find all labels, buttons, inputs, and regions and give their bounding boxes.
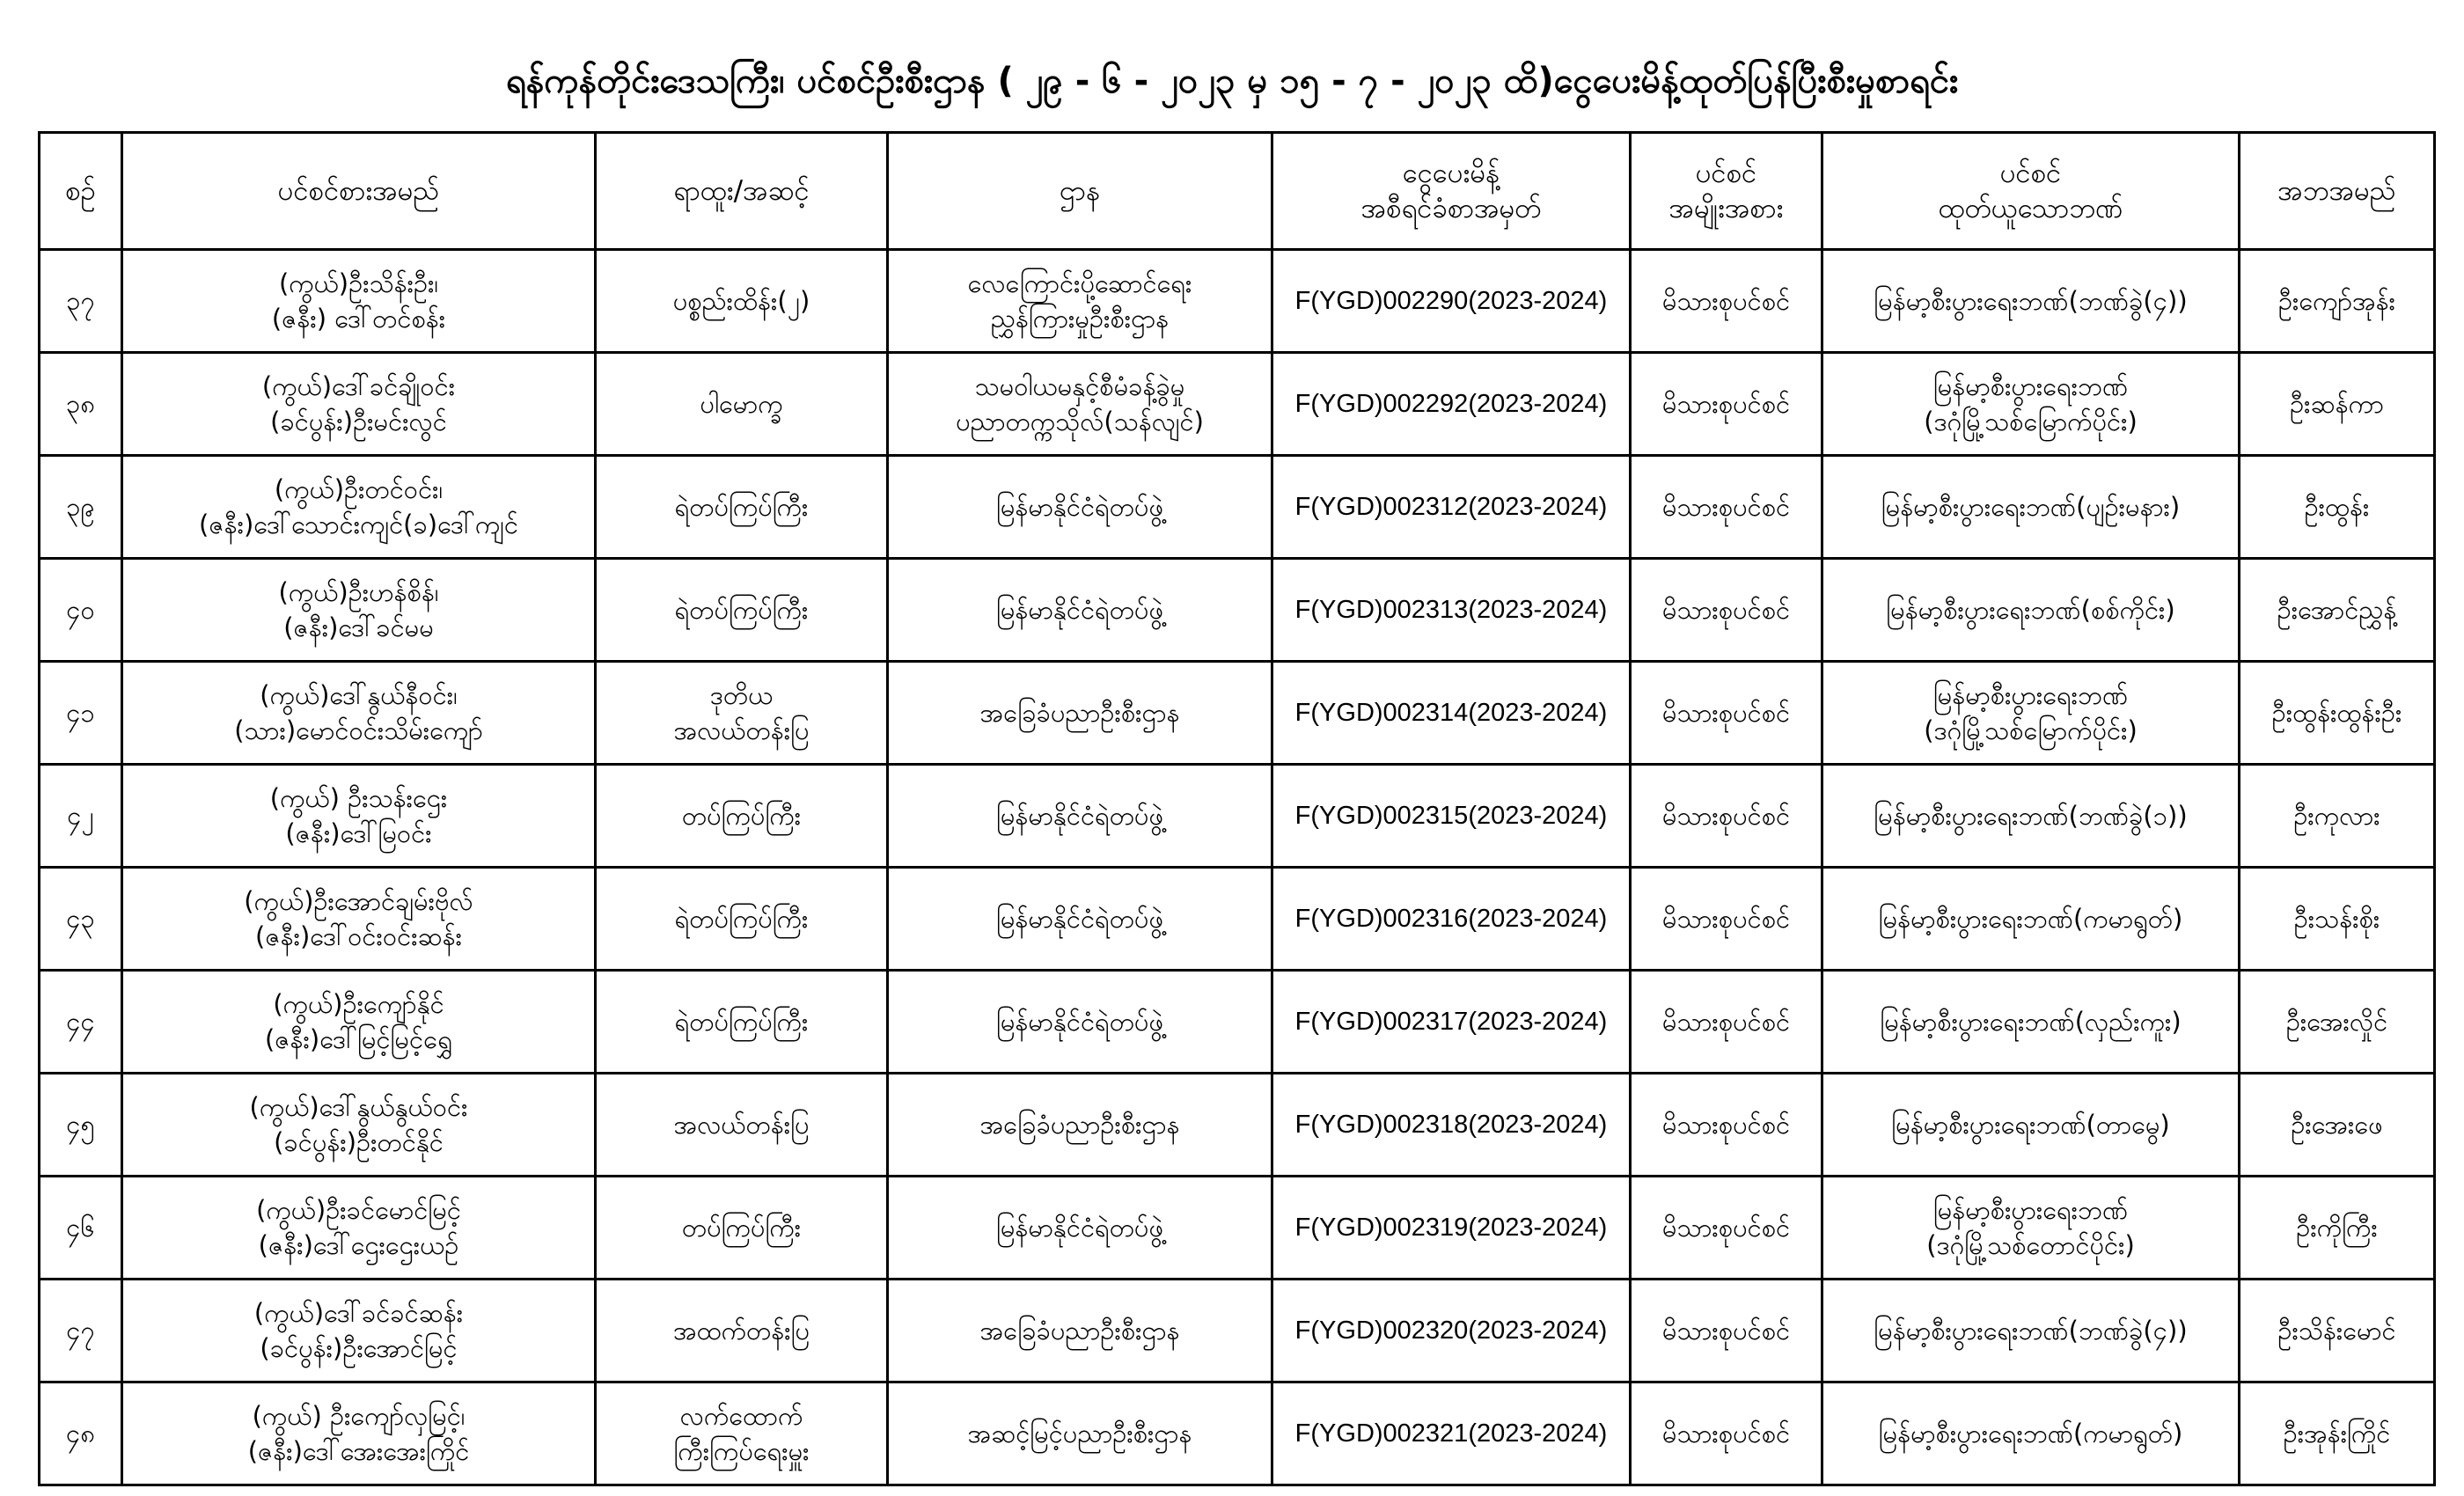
rank-line1: ပါမောက္ခ	[700, 389, 783, 419]
pension-table	[38, 131, 2436, 1486]
header-name: ပင်စင်စားအမည်	[122, 133, 596, 250]
table-row	[40, 1177, 2435, 1280]
table-row	[40, 971, 2435, 1074]
cell-dept	[888, 662, 1272, 765]
header-order	[1272, 133, 1631, 250]
cell-no: ၄၇	[40, 1280, 122, 1382]
cell-officer: ဦးအေးလှိုင်	[2240, 971, 2435, 1074]
header-type-line2: အမျိုးအစား	[1668, 193, 1784, 224]
beneficiary-name: (ဇနီး)ဒေါ်မြင့်မြင့်ရွှေ	[264, 1024, 453, 1054]
cell-type: မိသားစုပင်စင်	[1631, 868, 1822, 971]
cell-bank	[1822, 765, 2240, 868]
cell-order: F(YGD)002319(2023-2024)	[1272, 1177, 1631, 1280]
cell-rank	[596, 1280, 888, 1382]
cell-dept	[888, 559, 1272, 662]
dept-line1: အခြေခံပညာဦးစီးဌာန	[979, 1316, 1180, 1346]
cell-bank	[1822, 1074, 2240, 1177]
table-row	[40, 765, 2435, 868]
cell-rank	[596, 765, 888, 868]
rank-line1: ရဲတပ်ကြပ်ကြီး	[674, 1007, 809, 1037]
cell-no: ၄၂	[40, 765, 122, 868]
cell-rank	[596, 662, 888, 765]
header-officer: အဘအမည်	[2240, 133, 2435, 250]
bank-line1: မြန်မာ့စီးပွားရေးဘဏ်(ပျဉ်းမနား)	[1881, 492, 2181, 522]
pensioner-name: (ကွယ်)ဦးကျော်နိုင်	[273, 989, 444, 1019]
dept-line1: အခြေခံပညာဦးစီးဌာန	[979, 698, 1180, 728]
cell-bank	[1822, 1177, 2240, 1280]
cell-type: မိသားစုပင်စင်	[1631, 1382, 1822, 1485]
cell-name	[122, 1382, 596, 1485]
header-bank-line1: ပင်စင်	[1999, 158, 2062, 189]
cell-bank	[1822, 353, 2240, 456]
cell-order: F(YGD)002290(2023-2024)	[1272, 250, 1631, 353]
cell-officer: ဦးကုလား	[2240, 765, 2435, 868]
dept-line2: ညွှန်ကြားမှုဦးစီးဌာန	[990, 304, 1170, 334]
cell-order: F(YGD)002315(2023-2024)	[1272, 765, 1631, 868]
bank-line1: မြန်မာ့စီးပွားရေးဘဏ်(တာမွေ)	[1891, 1110, 2170, 1140]
cell-dept	[888, 456, 1272, 559]
cell-officer: ဦးအေးဖေ	[2240, 1074, 2435, 1177]
cell-officer: ဦးထွန်း	[2240, 456, 2435, 559]
rank-line1: လက်ထောက်	[679, 1401, 803, 1431]
cell-bank	[1822, 250, 2240, 353]
rank-line1: ပစ္စည်းထိန်း(၂)	[672, 286, 810, 316]
bank-line1: မြန်မာ့စီးပွားရေးဘဏ်(ကမာရွတ်)	[1878, 1419, 2183, 1448]
cell-order: F(YGD)002316(2023-2024)	[1272, 868, 1631, 971]
header-order-line1: ငွေပေးမိန့်	[1402, 158, 1500, 189]
header-order-line2: အစီရင်ခံစာအမှတ်	[1360, 193, 1542, 224]
pensioner-name: (ကွယ်)ဦးတင်ဝင်း၊	[274, 474, 444, 504]
bank-line2: (ဒဂုံမြို့သစ်တောင်ပိုင်း)	[1926, 1230, 2135, 1260]
bank-line1: မြန်မာ့စီးပွားရေးဘဏ်(စစ်ကိုင်း)	[1886, 595, 2175, 625]
cell-no: ၄၆	[40, 1177, 122, 1280]
cell-name	[122, 662, 596, 765]
cell-type: မိသားစုပင်စင်	[1631, 1074, 1822, 1177]
cell-dept	[888, 971, 1272, 1074]
cell-type: မိသားစုပင်စင်	[1631, 559, 1822, 662]
header-rank: ရာထူး/အဆင့်	[596, 133, 888, 250]
table-row	[40, 456, 2435, 559]
beneficiary-name: (ဇနီး)ဒေါ်ဌေးဌေးယဉ်	[258, 1230, 459, 1260]
bank-line1: မြန်မာ့စီးပွားရေးဘဏ်(ဘဏ်ခွဲ(၄))	[1874, 1316, 2188, 1346]
cell-dept	[888, 765, 1272, 868]
cell-dept	[888, 1280, 1272, 1382]
pensioner-name: (ကွယ်)ဦးဟန်စိန်၊	[278, 577, 439, 607]
pensioner-name: (ကွယ်)ဒေါ်ခင်ခင်ဆန်း	[253, 1298, 464, 1328]
bank-line1: မြန်မာ့စီးပွားရေးဘဏ်(ကမာရွတ်)	[1878, 904, 2183, 934]
cell-bank	[1822, 868, 2240, 971]
pensioner-name: (ကွယ်) ဦးသန်းဌေး	[269, 783, 448, 813]
cell-no: ၄၈	[40, 1382, 122, 1485]
cell-dept	[888, 868, 1272, 971]
cell-officer: ဦးအုန်းကြိုင်	[2240, 1382, 2435, 1485]
cell-dept	[888, 353, 1272, 456]
rank-line1: အလယ်တန်းပြ	[673, 1110, 810, 1140]
cell-order: F(YGD)002321(2023-2024)	[1272, 1382, 1631, 1485]
cell-name	[122, 1280, 596, 1382]
cell-bank	[1822, 559, 2240, 662]
bank-line1: မြန်မာ့စီးပွားရေးဘဏ်(လှည်းကူး)	[1880, 1007, 2182, 1037]
cell-type: မိသားစုပင်စင်	[1631, 971, 1822, 1074]
cell-rank	[596, 456, 888, 559]
rank-line2: ကြီးကြပ်ရေးမှူး	[673, 1436, 810, 1466]
cell-officer: ဦးဆန်ကာ	[2240, 353, 2435, 456]
rank-line1: ရဲတပ်ကြပ်ကြီး	[674, 904, 809, 934]
cell-rank	[596, 353, 888, 456]
cell-dept	[888, 1382, 1272, 1485]
rank-line1: ရဲတပ်ကြပ်ကြီး	[674, 492, 809, 522]
cell-name	[122, 353, 596, 456]
table-row	[40, 1382, 2435, 1485]
beneficiary-name: (ဇနီး)ဒေါ်ခင်မမ	[283, 612, 434, 642]
bank-line1: မြန်မာ့စီးပွားရေးဘဏ်	[1932, 1195, 2129, 1225]
table-row	[40, 250, 2435, 353]
dept-line1: မြန်မာနိုင်ငံရဲတပ်ဖွဲ့	[995, 1213, 1164, 1243]
cell-name	[122, 868, 596, 971]
table-row	[40, 868, 2435, 971]
pensioner-name: (ကွယ်)ဒေါ်နွယ်နွယ်ဝင်း	[249, 1092, 468, 1122]
dept-line1: အခြေခံပညာဦးစီးဌာန	[979, 1110, 1180, 1140]
cell-order: F(YGD)002318(2023-2024)	[1272, 1074, 1631, 1177]
cell-no: ၄၁	[40, 662, 122, 765]
cell-bank	[1822, 1280, 2240, 1382]
rank-line1: အထက်တန်းပြ	[672, 1316, 810, 1346]
dept-line1: မြန်မာနိုင်ငံရဲတပ်ဖွဲ့	[995, 595, 1164, 625]
cell-type: မိသားစုပင်စင်	[1631, 662, 1822, 765]
cell-no: ၃၈	[40, 353, 122, 456]
pensioner-name: (ကွယ်)ဦးအောင်ချမ်းဗိုလ်	[244, 886, 473, 916]
table-row	[40, 353, 2435, 456]
pensioner-name: (ကွယ်) ဦးကျော်လှမြင့်၊	[252, 1401, 466, 1431]
bank-line2: (ဒဂုံမြို့သစ်မြောက်ပိုင်း)	[1924, 407, 2138, 436]
cell-bank	[1822, 456, 2240, 559]
dept-line1: အဆင့်မြင့်ပညာဦးစီးဌာန	[967, 1419, 1192, 1448]
beneficiary-name: (ခင်ပွန်း)ဦးမင်းလွင်	[270, 407, 447, 436]
pensioner-name: (ကွယ်)ဒေါ်ခင်ချိုဝင်း	[261, 371, 456, 401]
cell-order: F(YGD)002312(2023-2024)	[1272, 456, 1631, 559]
cell-bank	[1822, 971, 2240, 1074]
dept-line1: လေကြောင်းပို့ဆောင်ရေး	[967, 268, 1192, 298]
table-row	[40, 559, 2435, 662]
cell-type: မိသားစုပင်စင်	[1631, 1177, 1822, 1280]
header-type	[1631, 133, 1822, 250]
beneficiary-name: (ဇနီး)ဒေါ်မြဝင်း	[285, 818, 432, 848]
cell-type: မိသားစုပင်စင်	[1631, 765, 1822, 868]
cell-dept	[888, 250, 1272, 353]
beneficiary-name: (ခင်ပွန်း)ဦးအောင်မြင့်	[260, 1333, 458, 1363]
cell-name	[122, 1177, 596, 1280]
table-body	[40, 250, 2435, 1485]
cell-officer: ဦးထွန်းထွန်းဦး	[2240, 662, 2435, 765]
cell-order: F(YGD)002313(2023-2024)	[1272, 559, 1631, 662]
rank-line2: အလယ်တန်းပြ	[673, 715, 810, 745]
cell-bank	[1822, 1382, 2240, 1485]
table-header-row	[40, 133, 2435, 250]
cell-bank	[1822, 662, 2240, 765]
cell-order: F(YGD)002292(2023-2024)	[1272, 353, 1631, 456]
cell-officer: ဦးသန်းစိုး	[2240, 868, 2435, 971]
cell-rank	[596, 1074, 888, 1177]
dept-line1: မြန်မာနိုင်ငံရဲတပ်ဖွဲ့	[995, 801, 1164, 831]
rank-line1: ဒုတိယ	[709, 680, 774, 710]
cell-rank	[596, 971, 888, 1074]
dept-line1: သမဝါယမနှင့်စီမံခန့်ခွဲမှု	[974, 371, 1185, 401]
bank-line2: (ဒဂုံမြို့သစ်မြောက်ပိုင်း)	[1924, 715, 2138, 745]
rank-line1: တပ်ကြပ်ကြီး	[681, 801, 802, 831]
dept-line1: မြန်မာနိုင်ငံရဲတပ်ဖွဲ့	[995, 1007, 1164, 1037]
cell-officer: ဦးအောင်ညွှန့်	[2240, 559, 2435, 662]
beneficiary-name: (သား)မောင်ဝင်းသိမ်းကျော်	[234, 715, 483, 745]
cell-name	[122, 971, 596, 1074]
cell-order: F(YGD)002320(2023-2024)	[1272, 1280, 1631, 1382]
table-row	[40, 1074, 2435, 1177]
beneficiary-name: (ဇနီး) ဒေါ်တင်စန်း	[271, 304, 446, 334]
cell-no: ၄၄	[40, 971, 122, 1074]
cell-officer: ဦးကိုကြီး	[2240, 1177, 2435, 1280]
cell-name	[122, 1074, 596, 1177]
pensioner-name: (ကွယ်)ဦးခင်မောင်မြင့်	[256, 1195, 461, 1225]
beneficiary-name: (ခင်ပွန်း)ဦးတင်နိုင်	[274, 1127, 444, 1157]
cell-type: မိသားစုပင်စင်	[1631, 353, 1822, 456]
table-row	[40, 662, 2435, 765]
cell-no: ၄၃	[40, 868, 122, 971]
cell-no: ၃၇	[40, 250, 122, 353]
cell-type: မိသားစုပင်စင်	[1631, 1280, 1822, 1382]
cell-no: ၃၉	[40, 456, 122, 559]
cell-name	[122, 765, 596, 868]
cell-name	[122, 250, 596, 353]
header-no: စဉ်	[40, 133, 122, 250]
cell-order: F(YGD)002317(2023-2024)	[1272, 971, 1631, 1074]
cell-rank	[596, 250, 888, 353]
header-dept: ဌာန	[888, 133, 1272, 250]
pensioner-name: (ကွယ်)ဒေါ်နွယ်နီဝင်း၊	[260, 680, 458, 710]
rank-line1: ရဲတပ်ကြပ်ကြီး	[674, 595, 809, 625]
header-type-line1: ပင်စင်	[1695, 158, 1757, 189]
cell-no: ၄၀	[40, 559, 122, 662]
cell-rank	[596, 1177, 888, 1280]
cell-name	[122, 559, 596, 662]
cell-rank	[596, 868, 888, 971]
bank-line1: မြန်မာ့စီးပွားရေးဘဏ်	[1932, 680, 2129, 710]
beneficiary-name: (ဇနီး)ဒေါ်ဝင်းဝင်းဆန်း	[255, 921, 462, 951]
bank-line1: မြန်မာ့စီးပွားရေးဘဏ်(ဘဏ်ခွဲ(၄))	[1874, 286, 2188, 316]
bank-line1: မြန်မာ့စီးပွားရေးဘဏ်(ဘဏ်ခွဲ(၁))	[1874, 801, 2188, 831]
cell-name	[122, 456, 596, 559]
beneficiary-name: (ဇနီး)ဒေါ်သောင်းကျင်(ခ)ဒေါ်ကျင်	[199, 510, 518, 539]
cell-type: မိသားစုပင်စင်	[1631, 456, 1822, 559]
cell-rank	[596, 1382, 888, 1485]
page-title: ရန်ကုန်တိုင်းဒေသကြီး၊ ပင်စင်ဦးစီးဌာန ( ၂၉ - ၆ - ၂၀၂၃ မှ ၁၅ - ၇ - ၂၀၂၃ ထိ)ငွေပေးမိန့်ထုတ်ပြန်ပြီးစီးမှုစာရင်း	[505, 61, 1959, 101]
cell-officer: ဦးကျော်အုန်း	[2240, 250, 2435, 353]
cell-type: မိသားစုပင်စင်	[1631, 250, 1822, 353]
header-bank-line2: ထုတ်ယူသောဘဏ်	[1938, 193, 2123, 224]
dept-line1: မြန်မာနိုင်ငံရဲတပ်ဖွဲ့	[995, 904, 1164, 934]
cell-dept	[888, 1177, 1272, 1280]
header-bank	[1822, 133, 2240, 250]
cell-rank	[596, 559, 888, 662]
table-row	[40, 1280, 2435, 1382]
cell-dept	[888, 1074, 1272, 1177]
cell-order: F(YGD)002314(2023-2024)	[1272, 662, 1631, 765]
cell-no: ၄၅	[40, 1074, 122, 1177]
bank-line1: မြန်မာ့စီးပွားရေးဘဏ်	[1932, 371, 2129, 401]
pensioner-name: (ကွယ်)ဦးသိန်းဦး၊	[278, 268, 439, 298]
cell-officer: ဦးသိန်းမောင်	[2240, 1280, 2435, 1382]
dept-line2: ပညာတက္ကသိုလ်(သန်လျင်)	[956, 407, 1204, 436]
dept-line1: မြန်မာနိုင်ငံရဲတပ်ဖွဲ့	[995, 492, 1164, 522]
beneficiary-name: (ဇနီး)ဒေါ်အေးအေးကြိုင်	[247, 1436, 470, 1466]
rank-line1: တပ်ကြပ်ကြီး	[681, 1213, 802, 1243]
